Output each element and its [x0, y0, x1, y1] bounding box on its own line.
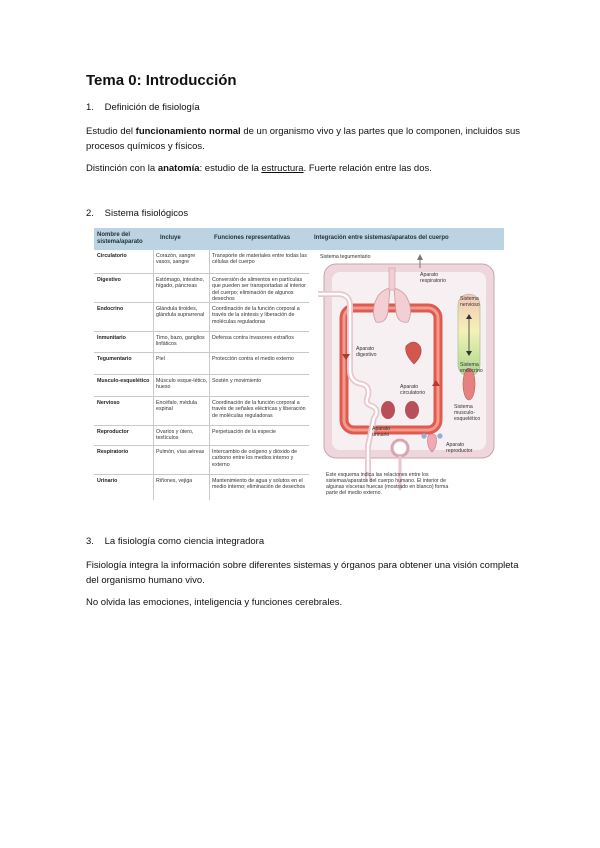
- row-includes: Ovarios y útero, testículos: [156, 429, 194, 442]
- row-includes: Músculo esque-lético, hueso: [156, 378, 208, 391]
- row-includes: Encéfalo, médula espinal: [156, 400, 197, 413]
- row-includes: Timo, bazo, ganglios linfáticos: [156, 335, 205, 348]
- row-includes: Riñones, vejiga: [156, 478, 193, 484]
- paragraph-emotions: No olvida las emociones, inteligencia y funciones cerebrales.: [86, 597, 343, 608]
- label-endocrine: Sistema endocrino: [460, 362, 483, 374]
- section-number: 3.: [86, 536, 94, 547]
- section-title: Definición de fisiología: [104, 102, 200, 113]
- row-name: Nervioso: [97, 400, 120, 406]
- label-musculoskeletal: Sistema musculo-esquelético: [454, 404, 481, 422]
- physiology-systems-figure: [94, 228, 504, 500]
- row-name: Inmunitario: [97, 335, 126, 341]
- label-urinary: Aparato urinario: [372, 426, 391, 438]
- section-heading-2: [86, 208, 188, 219]
- label-circulatory: Aparato circulatorio: [400, 384, 426, 396]
- text-span: Estudio del: [86, 126, 136, 137]
- section-title: La fisiología como ciencia integradora: [104, 536, 265, 547]
- integration-diagram: [310, 250, 504, 500]
- label-nervous: Sistema nervioso: [460, 296, 480, 308]
- row-name: Endocrino: [97, 306, 124, 312]
- section-number: 1.: [86, 102, 94, 113]
- row-name: Musculo-esquelético: [97, 378, 150, 384]
- row-functions: Perpetuación de la especie: [212, 429, 276, 435]
- row-includes: Estómago, intestino, hígado, páncreas: [156, 277, 204, 290]
- table-row: [94, 446, 309, 475]
- header-includes: Incluye: [160, 235, 181, 241]
- table-row: [94, 375, 309, 397]
- text-span: : estudio de la: [199, 163, 262, 174]
- label-reproductive: Aparato reproductor: [446, 442, 473, 454]
- table-row: [94, 475, 309, 507]
- right-kidney: [405, 401, 419, 419]
- header-functions: Funciones representativas: [214, 235, 291, 241]
- label-integumentary: Sistema tegumentario: [320, 254, 371, 260]
- text-span: . Fuerte relación entre las dos.: [303, 163, 432, 174]
- figure-header: [94, 228, 504, 250]
- trachea: [389, 268, 395, 290]
- table-row: [94, 274, 309, 303]
- paragraph-definition: [86, 124, 526, 154]
- text-span: de un organismo vivo y las partes que lo componen, incluidos sus procesos químicos y físicos.: [86, 126, 521, 152]
- table-row: [94, 426, 309, 446]
- row-functions: Defensa contra invasores extraños: [212, 335, 294, 341]
- paragraph-integration: Fisiología integra la información sobre diferentes sistemas y órganos para obtener una visión completa del organismo humano vivo.: [86, 560, 519, 586]
- header-system: Nombre del sistema/aparato: [97, 232, 143, 245]
- table-row: [94, 353, 309, 375]
- label-respiratory: Aparato respiratorio: [420, 272, 446, 284]
- row-name: Respiratorio: [97, 449, 129, 455]
- table-row: [94, 397, 309, 426]
- table-row: [94, 250, 309, 274]
- row-name: Digestivo: [97, 277, 121, 283]
- section-heading-3: [86, 536, 264, 547]
- body-systems-illustration: [310, 250, 504, 500]
- table-row: [94, 303, 309, 332]
- ovary: [437, 433, 442, 438]
- ovary: [421, 433, 426, 438]
- row-includes: Corazón, sangre vasos, sangre: [156, 253, 196, 266]
- figure-caption: Este esquema indica las relaciones entre los sistemas/aparatos del cuerpo humano. El interior de algunas vísceras huecas (mostrado en blanco) forma parte del medio externo.: [326, 472, 449, 496]
- row-functions: Conversión de alimentos en partículas que pueden ser transportadas al interior del cuerpo; eliminación de algunos desechos: [212, 277, 306, 303]
- row-includes: Glándula tiroides, glándula suprarrenal: [156, 306, 205, 319]
- arrow-head: [417, 254, 423, 260]
- row-functions: Coordinación de la función corporal a través de señales eléctricas y liberación de moléculas reguladoras: [212, 400, 306, 419]
- page-title: Tema 0: Introducción: [86, 72, 237, 89]
- row-name: Circulatorio: [97, 253, 127, 259]
- header-integration: Integración entre sistemas/aparatos del cuerpo: [314, 235, 449, 241]
- row-functions: Protección contra el medio externo: [212, 356, 294, 362]
- row-functions: Intercambio de oxígeno y dióxido de carbono entre los medios interno y externo: [212, 449, 298, 468]
- row-name: Reproductor: [97, 429, 129, 435]
- paragraph-anatomy: [86, 161, 526, 176]
- row-name: Urinario: [97, 478, 118, 484]
- section-title: Sistema fisiológicos: [104, 208, 189, 219]
- section-heading-1: [86, 102, 200, 113]
- bold-term: funcionamiento normal: [135, 126, 241, 137]
- systems-table: [94, 250, 309, 507]
- row-functions: Coordinación de la función corporal a través de la síntesis y liberación de moléculas reguladoras: [212, 306, 300, 325]
- left-kidney: [381, 401, 395, 419]
- label-digestive: Aparato digestivo: [356, 346, 377, 358]
- bladder: [392, 440, 408, 456]
- bold-term: anatomía: [157, 163, 200, 174]
- text-span: Distinción con la: [86, 163, 158, 174]
- underlined-term: estructura: [261, 163, 304, 174]
- row-includes: Pulmón, vías aéreas: [156, 449, 205, 455]
- row-includes: Piel: [156, 356, 165, 362]
- row-name: Tegumentario: [97, 356, 132, 362]
- section-number: 2.: [86, 208, 94, 219]
- table-row: [94, 332, 309, 353]
- row-functions: Mantenimiento de agua y solutos en el medio interno; eliminación de desechos: [212, 478, 306, 491]
- row-functions: Transporte de materiales entre todas las células del cuerpo: [212, 253, 307, 266]
- row-functions: Sostén y movimiento: [212, 378, 262, 384]
